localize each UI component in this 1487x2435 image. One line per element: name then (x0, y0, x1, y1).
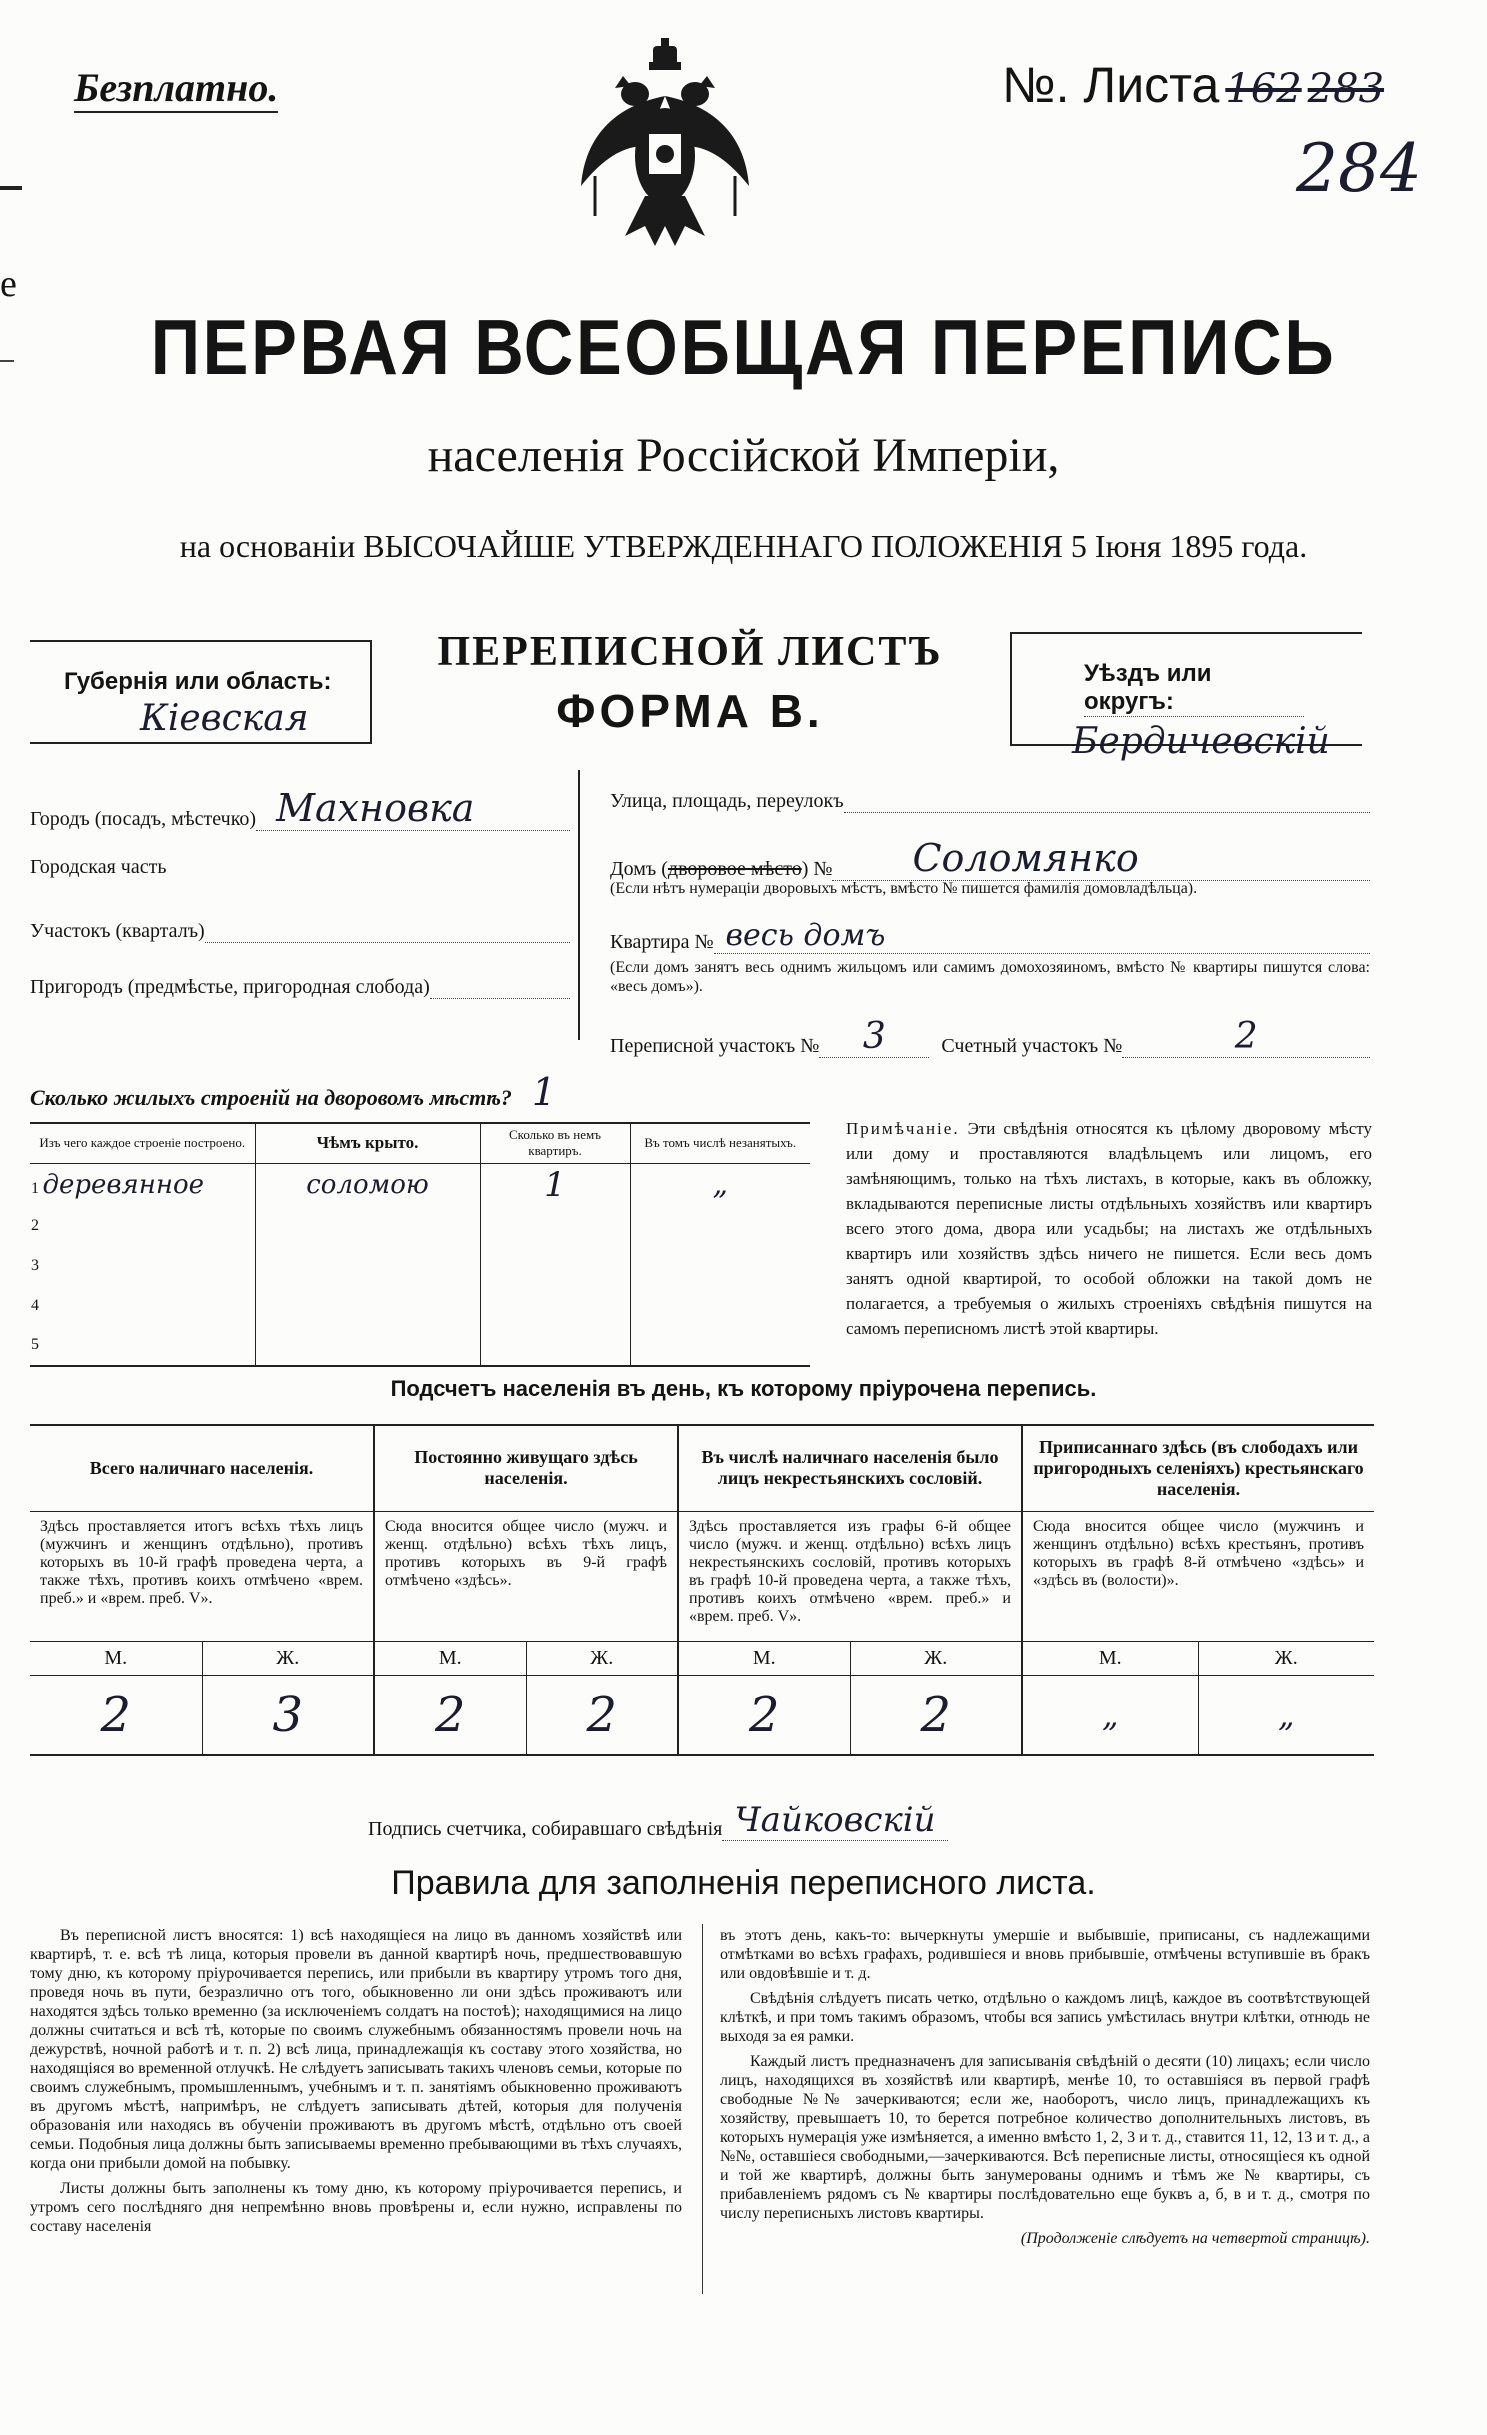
table-row (30, 1326, 810, 1366)
apt-row (610, 918, 1370, 954)
table-row (30, 1163, 810, 1206)
buildings-answer: 1 (531, 1070, 557, 1114)
m-value: „ (1022, 1675, 1198, 1755)
row-apts (480, 1286, 630, 1326)
rules-paragraph: Свѣдѣнія слѣдуетъ писать четко, отдѣльно о каждомъ лицѣ, каждое въ соотвѣтствующей клѣткѣ, и при томъ такимъ образомъ, чтобы вся запись умѣстилась внутри клѣтки, отнюдь не выходя за ея рамки. (720, 1990, 1370, 2045)
population-desc: Сюда вносится общее число (мужч. и женщ. отдѣльно) всѣхъ тѣхъ лицъ, противъ которыхъ въ 9-й графѣ отмѣчено «здѣсь». (374, 1511, 678, 1641)
population-header: Приписаннаго здѣсь (въ слободахъ или пригородныхъ селеніяхъ) крестьянскаго населенія. (1022, 1425, 1374, 1511)
row-vacant (630, 1206, 810, 1246)
sheet-number-struck: 162 (1225, 66, 1302, 112)
house-label-a: Домъ ( (610, 858, 668, 880)
row-roof (255, 1206, 480, 1246)
census-area-label: Переписной участокъ № (610, 1035, 820, 1057)
rules-paragraph: Листы должны быть заполнены къ тому дню, къ которому пріурочивается перепись, и утромъ сего послѣдняго дня непремѣнно вновь провѣрены и, если нужно, исправлены по составу населенія (30, 2180, 682, 2235)
m-label: М. (1022, 1641, 1198, 1675)
row-number: 5 (30, 1326, 255, 1366)
row-apts: 1 (480, 1163, 630, 1206)
page-title: ПЕРВАЯ ВСЕОБЩАЯ ПЕРЕПИСЬ (150, 303, 1337, 391)
district-line (205, 920, 570, 943)
sheet-number-label: №. Листа (1002, 57, 1220, 113)
table-row (30, 1286, 810, 1326)
gubernia-box (30, 640, 372, 744)
m-label: М. (678, 1641, 850, 1675)
f-label: Ж. (1198, 1641, 1374, 1675)
population-header: Постоянно живущаго здѣсь населенія. (374, 1425, 678, 1511)
suburb-label: Пригородъ (предмѣстье, пригородная слобода) (30, 976, 430, 998)
row-apts (480, 1246, 630, 1286)
table-row (30, 1206, 810, 1246)
signature-row (368, 1800, 948, 1841)
count-area-label: Счетный участокъ № (941, 1035, 1123, 1057)
row-vacant (630, 1246, 810, 1286)
table-row (30, 1246, 810, 1286)
vertical-divider (578, 770, 580, 1040)
suburb-line (430, 976, 570, 999)
city-row (30, 786, 570, 831)
margin-letter: е (0, 263, 17, 305)
house-label-struck: дворовое мѣсто (667, 858, 802, 880)
signature-value: Чайковскій (722, 1800, 947, 1841)
row-material: деревянное (42, 1169, 205, 1200)
population-desc: Сюда вносится общее число (мужчинъ и женщинъ отдѣльно) всѣхъ крестьянъ, противъ которыхъ въ графѣ 8-й отмѣчено «здѣсь» и «здѣсь въ (волости)». (1022, 1511, 1374, 1641)
uezd-box (1010, 632, 1362, 762)
areas-row (610, 1016, 1370, 1058)
sheet-number (1002, 56, 1384, 114)
district-label: Участокъ (кварталъ) (30, 920, 205, 942)
row-number: 4 (30, 1286, 255, 1326)
apt-note: (Если домъ занятъ весь однимъ жильцомъ или самимъ домохозяиномъ, вмѣсто № квартиры пишутся слова: «весь домъ»). (610, 959, 1370, 995)
city-value: Махновка (256, 786, 570, 831)
f-value: 2 (526, 1675, 678, 1755)
free-label: Безплатно. (74, 64, 278, 113)
imperial-eagle-icon (575, 36, 755, 276)
uezd-label: Уѣздъ или округъ: (1084, 660, 1304, 717)
f-label: Ж. (850, 1641, 1022, 1675)
row-roof (255, 1286, 480, 1326)
buildings-header: Чѣмъ крыто. (255, 1123, 480, 1163)
house-row (610, 836, 1370, 881)
sheet-number-struck: 283 (1307, 66, 1385, 112)
buildings-question: Сколько жилыхъ строеній на дворовомъ мѣстѣ? (30, 1085, 512, 1110)
row-number: 2 (30, 1206, 255, 1246)
f-value: 2 (850, 1675, 1022, 1755)
note-lead: Примѣчаніе. (846, 1119, 960, 1138)
house-note: (Если нѣтъ нумераціи дворовыхъ мѣстъ, вмѣсто № пишется фамилія домовладѣльца). (610, 880, 1198, 897)
population-table (30, 1424, 1374, 1756)
m-label: М. (374, 1641, 526, 1675)
row-apts (480, 1206, 630, 1246)
f-label: Ж. (526, 1641, 678, 1675)
form-letter: ФОРМА В. (556, 685, 824, 737)
street-row (610, 790, 1370, 813)
buildings-question-row (30, 1070, 556, 1114)
row-vacant: „ (712, 1167, 729, 1202)
margin-mark (0, 186, 22, 190)
signature-label: Подпись счетчика, собиравшаго свѣдѣнія (368, 1818, 723, 1840)
population-header: Всего наличнаго населенія. (30, 1425, 374, 1511)
row-vacant (630, 1286, 810, 1326)
m-value: 2 (678, 1675, 850, 1755)
street-label: Улица, площадь, переулокъ (610, 790, 844, 812)
population-title: Подсчетъ населенія въ день, къ которому пріурочена перепись. (390, 1376, 1097, 1401)
rules-paragraph: Каждый листъ предназначенъ для записыванія свѣдѣній о десяти (10) лицахъ; если число лицъ, находящихся въ хозяйствѣ или квартирѣ, менѣе 10, то оставшіяся въ первой графѣ свободные №№ зачеркиваются; если же, наоборотъ, число лицъ, принадлежащихъ къ хозяйству, превышаетъ 10, то берется потребное количество дополнительныхъ листовъ, въ которыхъ нумерація уже измѣняется, а именно вмѣсто 1, 2, 3 и т. д., ставится 11, 12, 13 и т. д., а №№, оставшіеся свободными,—зачеркиваются. Всѣ переписные листы, относящіеся къ одной и той же квартирѣ, должны быть занумерованы однимъ и тѣмъ же № квартиры, съ прибавленіемъ рядомъ съ № квартиры послѣдовательно еще буквъ а, б, в и т. д., смотря по числу переписныхъ листовъ квартиры. (720, 2053, 1370, 2222)
sheet-number-hand: 284 (1296, 130, 1422, 207)
rules-left (30, 1926, 682, 2242)
city-label: Городъ (посадъ, мѣстечко) (30, 808, 257, 830)
basis-line: на основаніи ВЫСОЧАЙШЕ УТВЕРЖДЕННАГО ПОЛОЖЕНІЯ 5 Іюня 1895 года. (179, 528, 1308, 564)
row-roof (255, 1246, 480, 1286)
row-number: 1 (31, 1179, 39, 1197)
m-value: 2 (374, 1675, 526, 1755)
buildings-table (30, 1122, 810, 1367)
apt-value: весь домъ (714, 918, 1370, 954)
rules-paragraph: въ этотъ день, какъ-то: вычеркнуты умершіе и выбывшіе, приписаны, съ надлежащими отмѣтками во всѣхъ графахъ, родившіеся и вновь прибывшіе, отмѣчены вступившіе въ бракъ или овдовѣвшіе и т. д. (720, 1927, 1370, 1982)
m-label: М. (30, 1641, 202, 1675)
row-roof (255, 1326, 480, 1366)
gubernia-label: Губернія или область: (64, 668, 332, 695)
count-area-value: 2 (1122, 1016, 1370, 1058)
buildings-header: Изъ чего каждое строеніе построено. (30, 1123, 255, 1163)
note-text: Эти свѣдѣнія относятся къ цѣлому дворовому мѣсту или дому и проставляются владѣльцемъ или лицомъ, его замѣняющимъ, только на тѣхъ листахъ, в которые, какъ въ обложку, вкладываются переписные листы отдѣльныхъ хозяйствъ или квартиръ всего этого дома, двора или усадьбы; на листахъ же отдѣльныхъ квартиръ или хозяйствъ здѣсь ничего не пишется. Если весь домъ занятъ одной квартирой, то особой обложки на такой домъ не полагается, а требуемыя о жилыхъ строеніяхъ свѣдѣнія пишутся на самомъ переписномъ листѣ этой квартиры. (846, 1119, 1372, 1338)
row-roof: соломою (255, 1163, 480, 1206)
population-header: Въ числѣ наличнаго населенія было лицъ некрестьянскихъ сословій. (678, 1425, 1022, 1511)
m-value: 2 (30, 1675, 202, 1755)
rules-title: Правила для заполненія переписного листа. (391, 1864, 1096, 1902)
rules-divider (702, 1924, 703, 2294)
apt-label: Квартира № (610, 931, 714, 953)
form-title: ПЕРЕПИСНОЙ ЛИСТЪ (437, 629, 943, 675)
district-row (30, 920, 570, 943)
house-label-b: ) № (801, 858, 833, 880)
gubernia-value: Кіевская (140, 698, 309, 739)
street-line (844, 790, 1370, 813)
note-block (846, 1116, 1372, 1341)
buildings-header: Въ томъ числѣ незанятыхъ. (630, 1123, 810, 1163)
f-value: „ (1277, 1695, 1295, 1734)
row-number: 3 (30, 1246, 255, 1286)
census-area-value: 3 (819, 1016, 929, 1058)
population-desc: Здѣсь проставляется изъ графы 6-й общее число (мужч. и женщ. отдѣльно) всѣхъ лицъ некрестьянскихъ сословій, противъ которыхъ въ графѣ 10-й проведена черта, а также тѣхъ, противъ коихъ отмѣчено «врем. преб.» и «врем. преб. V». (678, 1511, 1022, 1641)
rules-right (720, 1926, 1370, 2248)
population-desc: Здѣсь проставляется итогъ всѣхъ тѣхъ лицъ (мужчинъ и женщинъ отдѣльно), противъ которыхъ въ 10-й графѣ проведена черта, а также тѣхъ, противъ коихъ отмѣчено «врем. преб.» и «врем. преб. V». (30, 1511, 374, 1641)
margin-mark (0, 360, 14, 362)
uezd-value: Бердичевскій (1072, 721, 1330, 762)
row-apts (480, 1326, 630, 1366)
rules-continued: (Продолженіе слѣдуетъ на четвертой страницѣ). (1020, 2230, 1370, 2247)
suburb-row (30, 976, 570, 999)
row-vacant (630, 1326, 810, 1366)
buildings-header: Сколько въ немъ квартиръ. (480, 1123, 630, 1163)
f-label: Ж. (202, 1641, 374, 1675)
house-value: Соломянко (832, 836, 1370, 881)
page-subtitle: населенія Россійской Имперіи, (427, 429, 1060, 482)
part-label: Городская часть (30, 856, 167, 878)
rules-paragraph: Въ переписной листъ вносятся: 1) всѣ находящіеся на лицо въ данномъ хозяйствѣ или квартирѣ, т. е. всѣ тѣ лица, которыя провели въ данной квартирѣ ночь, предшествовавшую тому дню, къ которому пріурочивается перепись, или прибыли въ квартиру утромъ того дня, проведя ночь въ пути, безразлично отъ того, обыкновенно ли они здѣсь проживаютъ или находятся здѣсь только временно (за исключеніемъ солдатъ на постоѣ); находящимися на лицо должны считаться и всѣ тѣ, которые по своимъ служебнымъ обязанностямъ провели ночь на дежурствѣ, ночной работѣ и т. п. 2) всѣ лица, принадлежащія къ составу этого хозяйства, но находящіяся во временной отлучкѣ. Не слѣдуетъ записывать такихъ членовъ семьи, которые по своимъ служебнымъ, промышленнымъ, учебнымъ и т. п. занятіямъ обыкновенно проживаютъ въ другомъ мѣстѣ, напримѣръ, не слѣдуетъ записывать дѣтей, которыя для полученія образованія или находясь въ обученіи проживаютъ въ другомъ мѣстѣ, отдѣльно отъ своей семьи. Подобныя лица должны быть записываемы временно пребывающими въ тѣхъ случаяхъ, когда они прибыли домой на побывку. (30, 1927, 682, 2172)
house-label (610, 858, 832, 881)
f-value: 3 (202, 1675, 374, 1755)
part-row (30, 856, 570, 879)
